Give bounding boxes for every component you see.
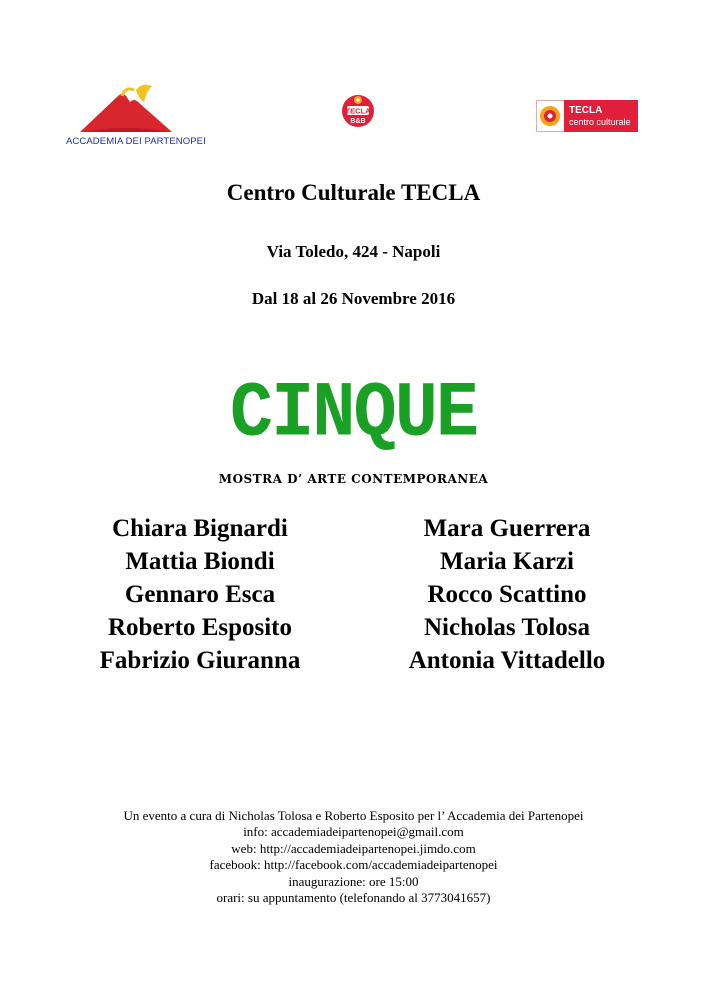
venue-title: Centro Culturale TECLA — [226, 180, 481, 205]
tecla-logo-subtitle: centro culturale — [569, 117, 631, 127]
artist-name: Rocco Scattino — [427, 581, 587, 608]
artists-left-column — [50, 512, 350, 677]
artist-name: Fabrizio Giuranna — [99, 647, 301, 674]
tecla-swirl-icon — [536, 100, 564, 132]
artist-name: Antonia Vittadello — [408, 647, 606, 674]
tecla-bb-logo-icon — [341, 94, 375, 128]
tecla-bb-text-top: TECLA — [345, 106, 371, 116]
tecla-logo-title: TECLA — [569, 105, 603, 116]
tecla-centro-logo — [536, 100, 638, 132]
artist-name: Nicholas Tolosa — [423, 614, 591, 641]
volcano-icon — [60, 80, 230, 136]
accademia-logo-text: ACCADEMIA DEI PARTENOPEI — [66, 136, 206, 147]
tecla-bb-logo — [341, 94, 375, 128]
artist-name: Roberto Esposito — [107, 614, 293, 641]
email-text: info: accademiadeipartenopei@gmail.com — [243, 824, 464, 840]
artist-name: Gennaro Esca — [124, 581, 276, 608]
artist-name: Chiara Bignardi — [112, 515, 288, 542]
organizers-text: Un evento a cura di Nicholas Tolosa e Roberto Esposito per l’ Accademia dei Partenopei — [123, 808, 584, 823]
artist-name: Mattia Biondi — [125, 548, 275, 575]
artists-right-column — [357, 512, 657, 677]
tecla-bb-text-bottom: B&B — [350, 118, 366, 125]
artist-name: Maria Karzi — [440, 548, 574, 575]
accademia-logo — [60, 80, 230, 150]
venue-address: Via Toledo, 424 - Napoli — [266, 242, 441, 261]
event-dates: Dal 18 al 26 Novembre 2016 — [251, 289, 456, 308]
hours-text: orari: su appuntamento (telefonando al 3773041657) — [216, 890, 491, 906]
opening-text: inaugurazione: ore 15:00 — [288, 873, 419, 889]
web-text: web: http://accademiadeipartenopei.jimdo.com — [231, 840, 476, 856]
facebook-text: facebook: http://facebook.com/accademiadeipartenopei — [209, 857, 498, 873]
artist-name: Mara Guerrera — [423, 515, 591, 542]
footer-info — [0, 808, 707, 906]
event-title: CINQUE — [229, 369, 478, 459]
event-subtitle: MOSTRA D’ ARTE CONTEMPORANEA — [218, 472, 489, 486]
